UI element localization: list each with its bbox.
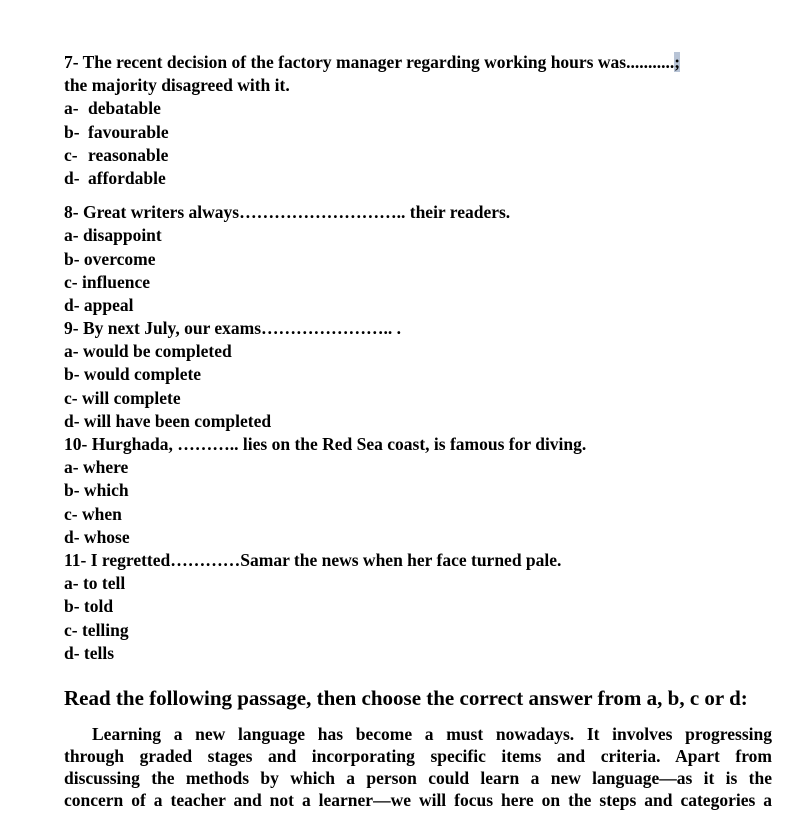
passage-line: concern of a teacher and not a learner—we will focus here on the steps and categories a [64,790,772,811]
question-9-option-d[interactable]: d- will have been completed [64,410,272,431]
passage-line: Learning a new language has become a must nowadays. It involves progressing [92,723,772,744]
question-7-option-c[interactable] [64,144,772,167]
question-8-option-a[interactable]: a- disappoint [64,225,162,246]
question-8-stem: 8- Great writers always……………………….. their readers. [64,202,511,223]
question-8-option-b[interactable]: b- overcome [64,248,156,269]
question-9-option-b[interactable]: b- would complete [64,364,202,385]
option-text: reasonable [88,144,169,165]
exam-page [64,51,772,812]
option-letter: c- [64,144,78,165]
spacer [64,190,772,201]
question-9-stem: 9- By next July, our exams………………….. . [64,318,402,339]
question-7-stem-text: 7- The recent decision of the factory manager regarding working hours was........... [64,52,675,72]
selected-text[interactable]: ; [674,52,681,72]
question-9 [64,317,772,433]
question-7-option-a[interactable] [64,97,772,120]
question-11 [64,549,772,665]
question-10-option-b[interactable]: b- which [64,480,129,501]
question-7-option-b[interactable] [64,121,772,144]
spacer [64,665,772,685]
question-11-stem: 11- I regretted…………Samar the news when her face turned pale. [64,549,562,570]
question-10-option-c[interactable]: c- when [64,503,122,524]
question-7-stem [64,51,772,74]
question-9-option-a[interactable]: a- would be completed [64,341,232,362]
question-11-option-c[interactable]: c- telling [64,619,129,640]
question-11-option-d[interactable]: d- tells [64,642,115,663]
option-text: affordable [88,167,166,188]
option-letter: b- [64,121,80,142]
question-11-option-b[interactable]: b- told [64,596,114,617]
question-7-stem-continued: the majority disagreed with it. [64,75,290,96]
question-10 [64,433,772,549]
question-8-option-c[interactable]: c- influence [64,271,151,292]
question-10-stem: 10- Hurghada, ……….. lies on the Red Sea coast, is famous for diving. [64,434,587,454]
reading-section-heading: Read the following passage, then choose the correct answer from a, b, c or d: [64,685,748,710]
question-7-option-d[interactable] [64,167,772,190]
option-letter: a- [64,98,79,119]
option-text: favourable [88,121,169,142]
option-text: debatable [88,98,161,119]
passage-line: through graded stages and incorporating specific items and criteria. Apart from [64,746,772,767]
question-8 [64,201,772,317]
question-7 [64,51,772,190]
question-10-option-a[interactable]: a- where [64,457,129,478]
option-letter: d- [64,167,80,188]
question-11-option-a[interactable]: a- to tell [64,573,126,594]
reading-passage [64,723,772,812]
question-8-option-d[interactable]: d- appeal [64,294,134,315]
question-9-option-c[interactable]: c- will complete [64,387,181,408]
passage-line: discussing the methods by which a person could learn a new language—as it is the [64,768,772,789]
question-10-option-d[interactable]: d- whose [64,526,130,547]
